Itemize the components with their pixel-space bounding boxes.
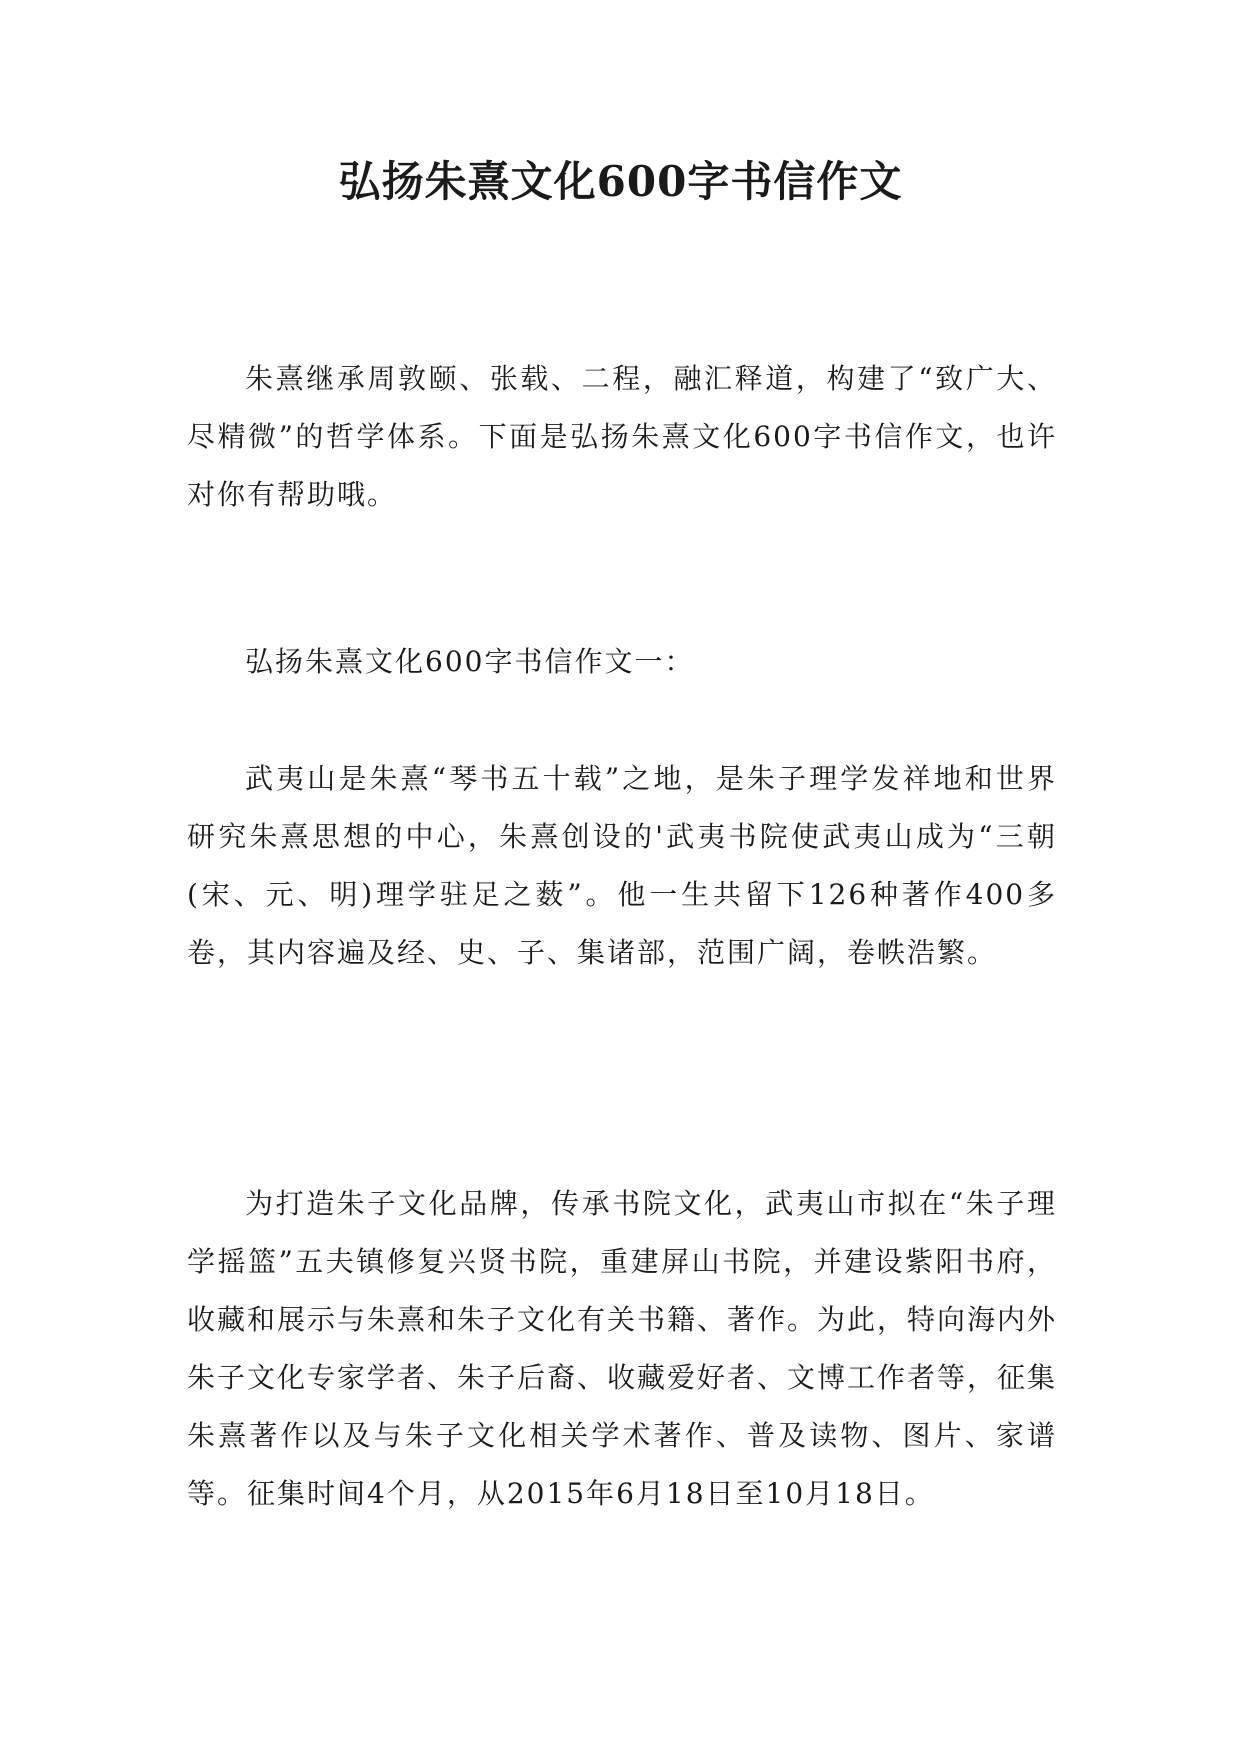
document-title: 弘扬朱熹文化600字书信作文	[338, 157, 903, 206]
body-paragraph-2: 为打造朱子文化品牌，传承书院文化，武夷山市拟在“朱子理学摇篮”五夫镇修复兴贤书院，重建屏山书院，并建设紫阳书府，收藏和展示与朱熹和朱子文化有关书籍、著作。为此，特向海内外朱子文化专家学者、朱子后裔、收藏爱好者、文博工作者等，征集朱熹著作以及与朱子文化相关学术著作、普及读物、图片、家谱等。征集时间4个月，从2015年6月18日至10月18日。	[187, 1187, 1058, 1510]
intro-paragraph: 朱熹继承周敦颐、张载、二程，融汇释道，构建了“致广大、尽精微”的哲学体系。下面是弘扬朱熹文化600字书信作文，也许对你有帮助哦。	[187, 362, 1057, 511]
body-paragraph-1: 武夷山是朱熹“琴书五十载”之地，是朱子理学发祥地和世界研究朱熹思想的中心，朱熹创设的'武夷书院使武夷山成为“三朝(宋、元、明)理学驻足之薮”。他一生共留下126种著作400多卷，其内容遍及经、史、子、集诸部，范围广阔，卷帙浩繁。	[187, 762, 1057, 969]
section-heading: 弘扬朱熹文化600字书信作文一：	[245, 645, 695, 678]
